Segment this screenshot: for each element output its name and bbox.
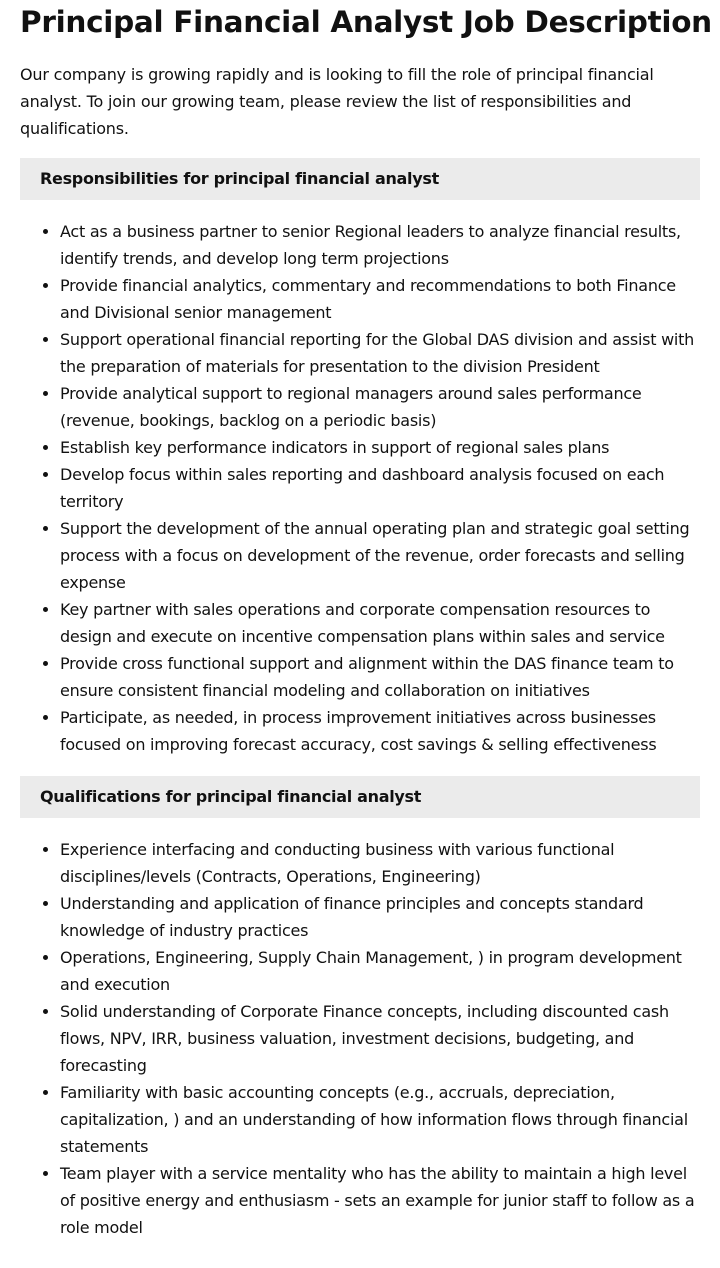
intro-paragraph: Our company is growing rapidly and is looking to fill the role of principal financial analyst. To join our growing team, please review the list of responsibilities and qualifications. <box>20 65 654 138</box>
list-item: • Understanding and application of finance principles and concepts standard knowledge of industry practices <box>60 890 700 944</box>
list-item: • Key partner with sales operations and corporate compensation resources to design and execute on incentive compensation plans within sales and service <box>60 596 700 650</box>
qualifications-list <box>20 836 700 1241</box>
list-item: • Support operational financial reporting for the Global DAS division and assist with the preparation of materials for presentation to the division President <box>60 326 700 380</box>
list-item: • Experience interfacing and conducting business with various functional disciplines/levels (Contracts, Operations, Engineering) <box>60 836 700 890</box>
list-item: • Provide financial analytics, commentary and recommendations to both Finance and Divisional senior management <box>60 272 700 326</box>
list-item: • Participate, as needed, in process improvement initiatives across businesses focused on improving forecast accuracy, cost savings & selling effectiveness <box>60 704 700 758</box>
list-item: • Establish key performance indicators in support of regional sales plans <box>60 434 700 461</box>
list-item: • Provide analytical support to regional managers around sales performance (revenue, bookings, backlog on a periodic basis) <box>60 380 700 434</box>
list-item: • Provide cross functional support and alignment within the DAS finance team to ensure consistent financial modeling and collaboration on initiatives <box>60 650 700 704</box>
list-item: • Operations, Engineering, Supply Chain Management, ) in program development and execution <box>60 944 700 998</box>
list-item: • Develop focus within sales reporting and dashboard analysis focused on each territory <box>60 461 700 515</box>
list-item: • Act as a business partner to senior Regional leaders to analyze financial results, identify trends, and develop long term projections <box>60 218 700 272</box>
page-title: Principal Financial Analyst Job Description <box>20 5 712 39</box>
list-item: • Familiarity with basic accounting concepts (e.g., accruals, depreciation, capitalization, ) and an understanding of how information flows through financial statements <box>60 1079 700 1160</box>
list-item: • Support the development of the annual operating plan and strategic goal setting process with a focus on development of the revenue, order forecasts and selling expense <box>60 515 700 596</box>
qualifications-heading: Qualifications for principal financial analyst <box>20 776 700 818</box>
list-item: • Solid understanding of Corporate Finance concepts, including discounted cash flows, NPV, IRR, business valuation, investment decisions, budgeting, and forecasting <box>60 998 700 1079</box>
responsibilities-list <box>20 218 700 758</box>
list-item: • Team player with a service mentality who has the ability to maintain a high level of positive energy and enthusiasm - sets an example for junior staff to follow as a role model <box>60 1160 700 1241</box>
responsibilities-heading: Responsibilities for principal financial analyst <box>20 158 700 200</box>
